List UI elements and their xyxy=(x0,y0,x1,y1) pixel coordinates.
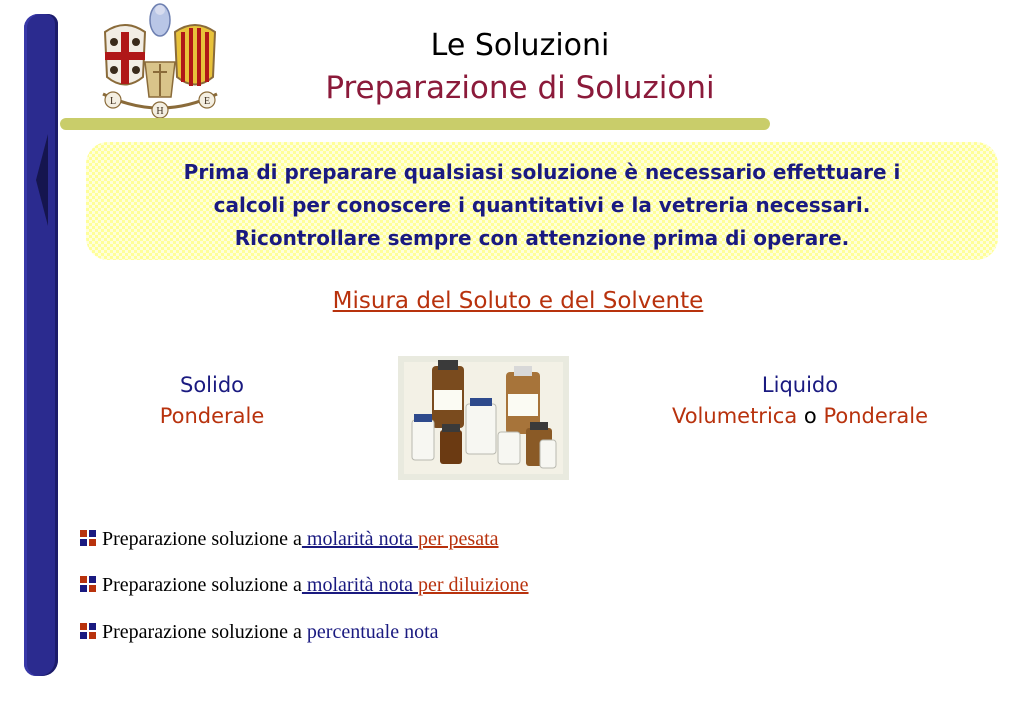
bullet-item xyxy=(80,574,529,597)
left-decorative-bar xyxy=(24,14,58,676)
solid-method: Ponderale xyxy=(159,404,265,428)
link-per-diluizione[interactable]: per diluizione xyxy=(418,574,529,596)
notice-line-2: calcoli per conoscere i quantitativi e la vetreria necessari. xyxy=(213,193,871,217)
liquid-column xyxy=(620,370,980,432)
svg-text:E: E xyxy=(203,96,211,107)
liquid-methods xyxy=(620,401,980,432)
svg-text:H: H xyxy=(156,106,164,117)
bullet-square-icon xyxy=(80,623,96,639)
notice-line-1: Prima di preparare qualsiasi soluzione è necessario effettuare i xyxy=(183,160,901,184)
solid-column xyxy=(100,370,324,432)
page-subtitle: Preparazione di Soluzioni xyxy=(325,70,715,106)
solid-heading: Solido xyxy=(179,373,245,397)
section-title: Misura del Soluto e del Solvente xyxy=(332,288,704,314)
page-title: Le Soluzioni xyxy=(430,28,610,63)
percentuale-nota-text: percentuale nota xyxy=(306,621,439,643)
link-molarita-nota[interactable]: molarità nota xyxy=(301,528,418,550)
notice-line-3: Ricontrollare sempre con attenzione prima di operare. xyxy=(234,226,850,250)
bullet-item xyxy=(80,621,439,644)
bullet-square-icon xyxy=(80,576,96,592)
liquid-method-ponderal: Ponderale xyxy=(823,404,929,428)
bullet-text: Preparazione soluzione a xyxy=(102,621,307,643)
notice-box xyxy=(86,142,998,260)
liquid-method-volumetric: Volumetrica xyxy=(671,404,798,428)
bullet-text: Preparazione soluzione a xyxy=(102,528,302,550)
header-divider xyxy=(60,118,770,130)
link-per-pesata[interactable]: per pesata xyxy=(418,528,499,550)
reagent-bottles-image xyxy=(398,356,569,480)
bullet-item xyxy=(80,528,499,551)
coat-of-arms-logo xyxy=(95,2,225,122)
liquid-heading: Liquido xyxy=(761,373,839,397)
link-molarita-nota[interactable]: molarità nota xyxy=(301,574,418,596)
bar-notch xyxy=(36,134,48,226)
svg-text:L: L xyxy=(109,96,117,107)
bullet-square-icon xyxy=(80,530,96,546)
liquid-connector: o xyxy=(803,404,817,428)
bullet-text: Preparazione soluzione a xyxy=(102,574,302,596)
